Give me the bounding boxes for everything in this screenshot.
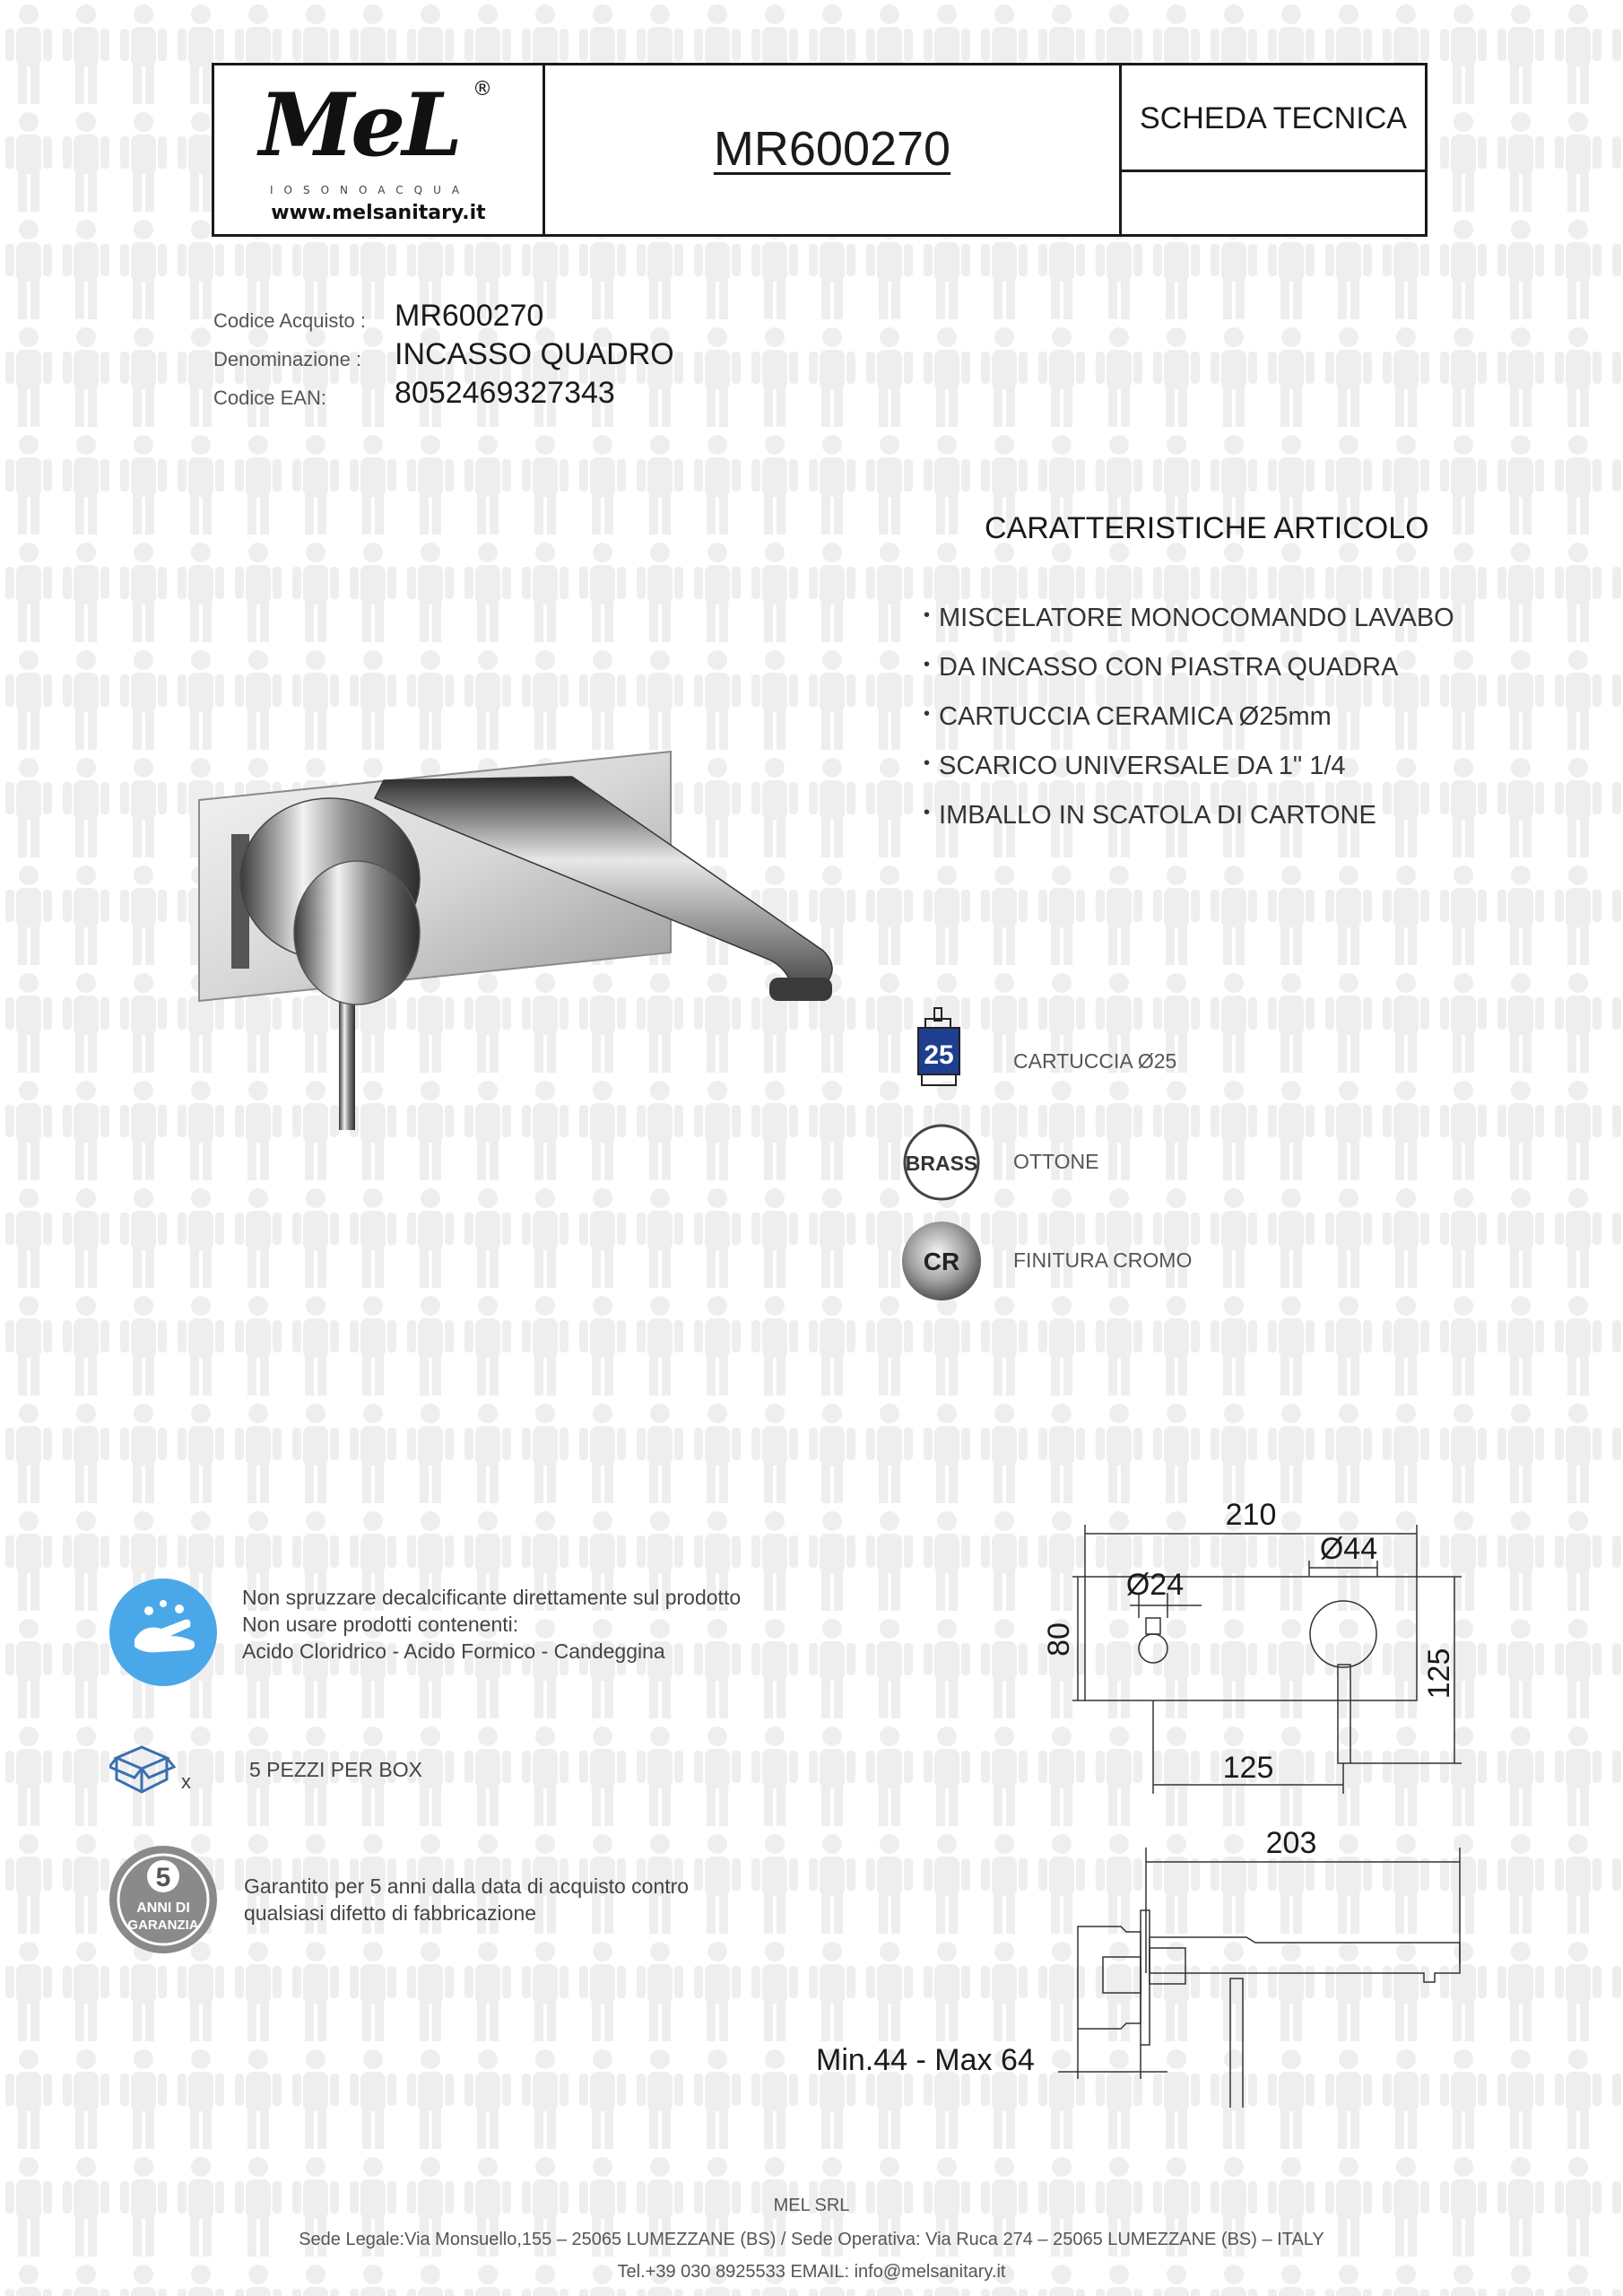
brass-icon bbox=[900, 1119, 986, 1205]
dim-knob-dia: Ø44 bbox=[1319, 1532, 1378, 1566]
logo-cell bbox=[214, 65, 545, 234]
dim-wall-range: Min.44 - Max 64 bbox=[816, 2043, 1035, 2077]
website-url: www.melsanitary.it bbox=[271, 202, 486, 224]
hand-washing-icon bbox=[108, 1577, 219, 1688]
dim-spacing: 125 bbox=[1222, 1751, 1274, 1785]
packaging-multiplier: x bbox=[181, 1770, 191, 1793]
care-line: Acido Cloridrico - Acido Formico - Candeggina bbox=[242, 1639, 665, 1663]
denominazione-value: INCASSO QUADRO bbox=[395, 337, 674, 371]
badge-label: OTTONE bbox=[1013, 1150, 1099, 1173]
dim-height: 80 bbox=[1042, 1622, 1076, 1657]
sheet-title: SCHEDA TECNICA bbox=[1140, 101, 1407, 135]
ean-label: Codice EAN: bbox=[213, 387, 326, 409]
chrome-icon-text: CR bbox=[923, 1248, 960, 1275]
chrome-icon bbox=[900, 1218, 986, 1304]
dim-width: 210 bbox=[1225, 1498, 1277, 1532]
feature-item: • MISCELATORE MONOCOMANDO LAVABO bbox=[924, 596, 1454, 645]
badge-cartridge bbox=[900, 1006, 1177, 1100]
features-title: CARATTERISTICHE ARTICOLO bbox=[985, 511, 1429, 545]
warranty-note bbox=[244, 1873, 689, 1926]
footer-address: Sede Legale:Via Monsuello,155 – 25065 LUMEZZANE (BS) / Sede Operativa: Via Ruca 274 – 25065 LUMEZZANE (BS) – ITALY bbox=[299, 2230, 1324, 2249]
empty-cell bbox=[1122, 172, 1425, 234]
badge-chrome bbox=[900, 1218, 1193, 1308]
feature-item: • DA INCASSO CON PIASTRA QUADRA bbox=[924, 645, 1454, 694]
registered-mark: ® bbox=[473, 78, 492, 100]
side-view-drawing bbox=[807, 1821, 1471, 2108]
footer-contact: Tel.+39 030 8925533 EMAIL: info@melsanitary.it bbox=[617, 2262, 1006, 2282]
brand-logo: MeL bbox=[259, 74, 459, 176]
care-line: Non spruzzare decalcificante direttamente sul prodotto bbox=[242, 1586, 742, 1609]
warranty-line: Garantito per 5 anni dalla data di acquisto contro bbox=[244, 1874, 690, 1898]
sheet-title-cell bbox=[1122, 65, 1425, 172]
box-icon bbox=[109, 1742, 190, 1796]
warranty-line: qualsiasi difetto di fabbricazione bbox=[244, 1901, 537, 1925]
warranty-badge-line2: GARANZIA bbox=[127, 1918, 199, 1933]
features-list bbox=[924, 596, 1454, 842]
dim-spout-dia: Ø24 bbox=[1125, 1568, 1185, 1602]
warranty-badge-line1: ANNI DI bbox=[136, 1900, 190, 1916]
warranty-badge-icon bbox=[108, 1844, 219, 1955]
product-image bbox=[195, 744, 841, 1139]
denominazione-label: Denominazione : bbox=[213, 348, 362, 370]
logo-tagline: IOSONOACQUA bbox=[270, 184, 471, 196]
cartridge-icon bbox=[900, 1006, 981, 1096]
footer-company: MEL SRL bbox=[773, 2196, 850, 2215]
care-line: Non usare prodotti contenenti: bbox=[242, 1613, 519, 1636]
feature-item: • CARTUCCIA CERAMICA Ø25mm bbox=[924, 694, 1454, 744]
front-view-drawing bbox=[1040, 1489, 1471, 1821]
ean-value: 8052469327343 bbox=[395, 376, 615, 410]
badge-label: CARTUCCIA Ø25 bbox=[1013, 1049, 1177, 1073]
header-table bbox=[212, 63, 1428, 237]
dim-depth: 203 bbox=[1265, 1826, 1317, 1860]
warranty-badge-number: 5 bbox=[155, 1863, 171, 1892]
codice-label: Codice Acquisto : bbox=[213, 309, 366, 332]
dim-total-height: 125 bbox=[1422, 1648, 1456, 1700]
header-product-code: MR600270 bbox=[713, 122, 951, 176]
feature-item: • IMBALLO IN SCATOLA DI CARTONE bbox=[924, 793, 1454, 842]
badge-label: FINITURA CROMO bbox=[1013, 1248, 1193, 1272]
cartridge-icon-text: 25 bbox=[924, 1040, 954, 1070]
badge-brass bbox=[900, 1119, 1099, 1209]
codice-value: MR600270 bbox=[395, 299, 544, 333]
care-note bbox=[242, 1584, 741, 1665]
brass-icon-text: BRASS bbox=[905, 1152, 978, 1175]
product-code-cell bbox=[545, 65, 1122, 234]
feature-item: • SCARICO UNIVERSALE DA 1" 1/4 bbox=[924, 744, 1454, 793]
packaging-text: 5 PEZZI PER BOX bbox=[249, 1758, 422, 1781]
